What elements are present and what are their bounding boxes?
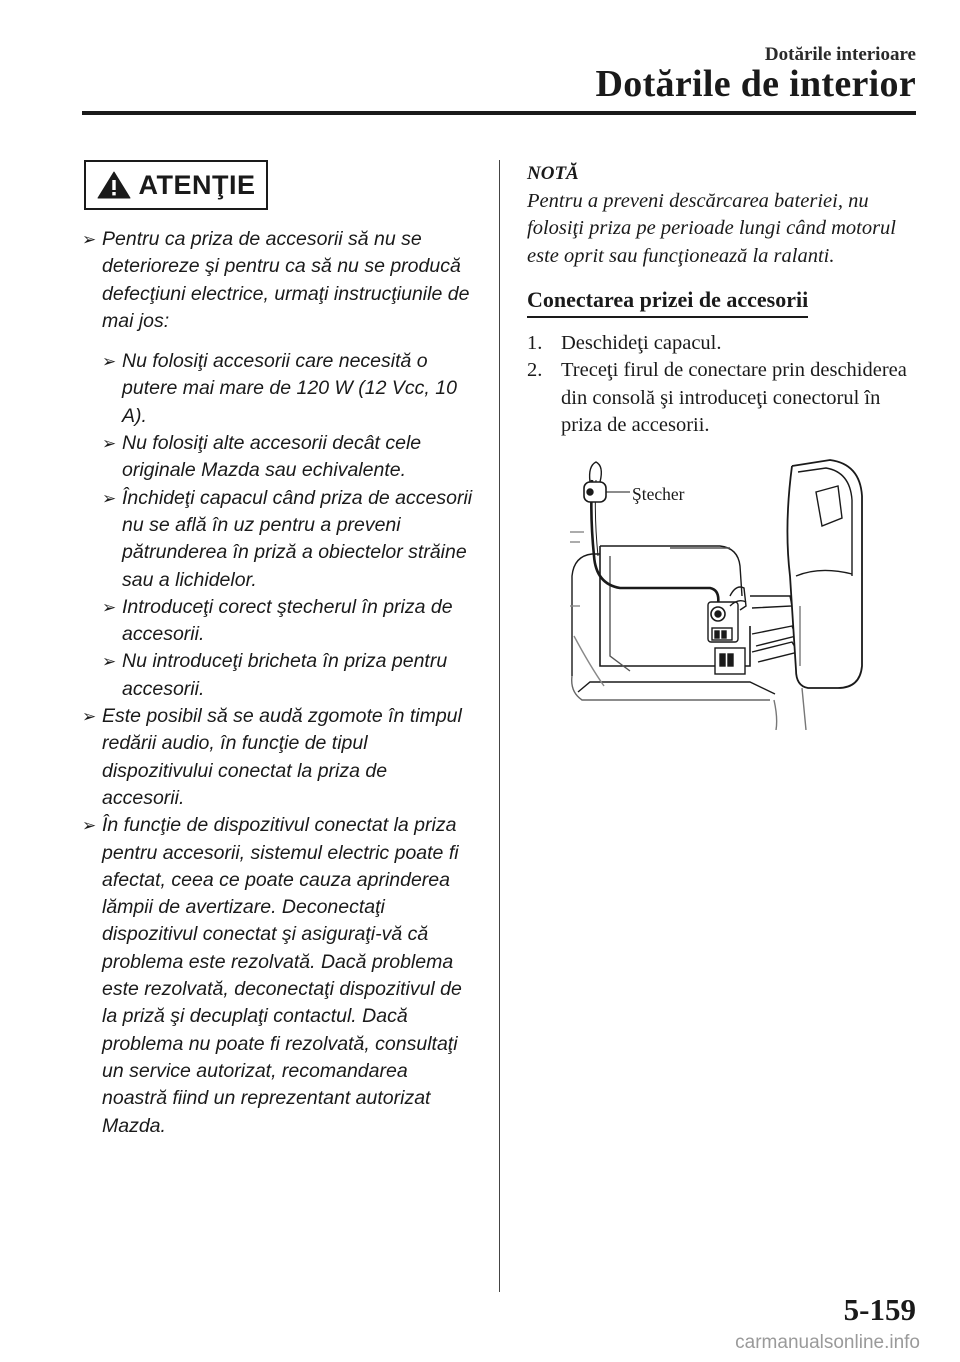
list-item-text: Nu folosiţi accesorii care necesită o putere mai mare de 120 W (12 Vcc, 10 A). bbox=[122, 350, 457, 427]
warning-triangle-icon bbox=[97, 170, 131, 200]
running-header-section: Dotările interioare bbox=[764, 44, 916, 65]
warning-sub-list bbox=[102, 348, 474, 703]
arrow-bullet-icon: ➢ bbox=[82, 816, 97, 836]
arrow-bullet-icon: ➢ bbox=[82, 230, 97, 249]
warning-box bbox=[84, 160, 268, 210]
warning-intro-text: Pentru ca priza de accesorii să nu se deterioreze şi pentru ca să nu se producă defecţiuni electrice, urmaţi instrucţiunile de mai jos: bbox=[102, 228, 470, 332]
list-item bbox=[102, 485, 474, 594]
plug-label: Ştecher bbox=[632, 484, 685, 504]
warning-label: ATENŢIE bbox=[138, 169, 256, 200]
list-item bbox=[102, 430, 474, 485]
steps-list bbox=[527, 330, 917, 440]
step-item bbox=[527, 330, 917, 358]
note-text: Pentru a preveni descărcarea bateriei, nu folosiţi priza pe perioade lungi când motorul este oprit sau funcţionează la ralanti. bbox=[527, 189, 896, 267]
step-number: 2. bbox=[527, 359, 543, 381]
list-item-text: În funcţie de dispozitivul conectat la priza pentru accesorii, sistemul electric poate fi afectat, ceea ce poate cauza aprinderea lămpii de avertizare. Deconectaţi dispozitivul conectat şi asiguraţi-vă că problema este rezolvată. Dacă problema este rezolvată, deconectaţi dispozitivul de la priză şi decuplaţi contactul. Dacă problema nu poate fi rezolvată, consultaţi un service autorizat, recomandarea noastră fiind un reprezentant autorizat Mazda. bbox=[102, 814, 462, 1137]
warning-content bbox=[82, 226, 474, 1140]
arrow-bullet-icon: ➢ bbox=[102, 352, 117, 372]
list-item-text: Este posibil să se audă zgomote în timpul redării audio, în funcţie de tipul dispozitivului conectat la priza de accesorii. bbox=[102, 705, 462, 809]
watermark: carmanualsonline.info bbox=[735, 1332, 920, 1353]
column-divider bbox=[499, 160, 500, 1292]
page-title: Dotările de interior bbox=[595, 63, 916, 105]
step-text: Deschideţi capacul. bbox=[561, 331, 722, 354]
step-item bbox=[527, 357, 917, 440]
page-number: 5-159 bbox=[843, 1292, 916, 1327]
list-item bbox=[82, 703, 474, 812]
list-item-text: Introduceţi corect ştecherul în priza de accesorii. bbox=[122, 595, 453, 646]
header-rule bbox=[82, 111, 916, 115]
arrow-bullet-icon: ➢ bbox=[82, 707, 97, 727]
warning-intro-item bbox=[82, 226, 474, 335]
arrow-bullet-icon: ➢ bbox=[102, 652, 117, 672]
right-column bbox=[527, 160, 917, 440]
list-item bbox=[102, 348, 474, 430]
list-item-text: Închideţi capacul când priza de accesorii nu se află în uz pentru a preveni pătrunderea în priză a obiectelor străine sau a lichidelor. bbox=[122, 486, 473, 591]
arrow-bullet-icon: ➢ bbox=[102, 488, 117, 508]
note-title: NOTĂ bbox=[527, 163, 579, 184]
list-item bbox=[102, 594, 474, 649]
section-heading: Conectarea prizei de accesorii bbox=[527, 286, 808, 318]
console-socket-illustration bbox=[570, 456, 864, 730]
arrow-bullet-icon: ➢ bbox=[102, 434, 117, 454]
list-item-text: Nu folosiţi alte accesorii decât cele originale Mazda sau echivalente. bbox=[122, 432, 422, 482]
arrow-bullet-icon: ➢ bbox=[102, 597, 117, 617]
list-item bbox=[102, 648, 474, 703]
list-item bbox=[82, 812, 474, 1140]
list-item-text: Nu introduceţi bricheta în priza pentru accesorii. bbox=[122, 650, 448, 700]
step-text: Treceţi firul de conectare prin deschiderea din consolă şi introduceţi conectorul în priza de accesorii. bbox=[561, 359, 907, 436]
step-number: 1. bbox=[527, 331, 543, 354]
